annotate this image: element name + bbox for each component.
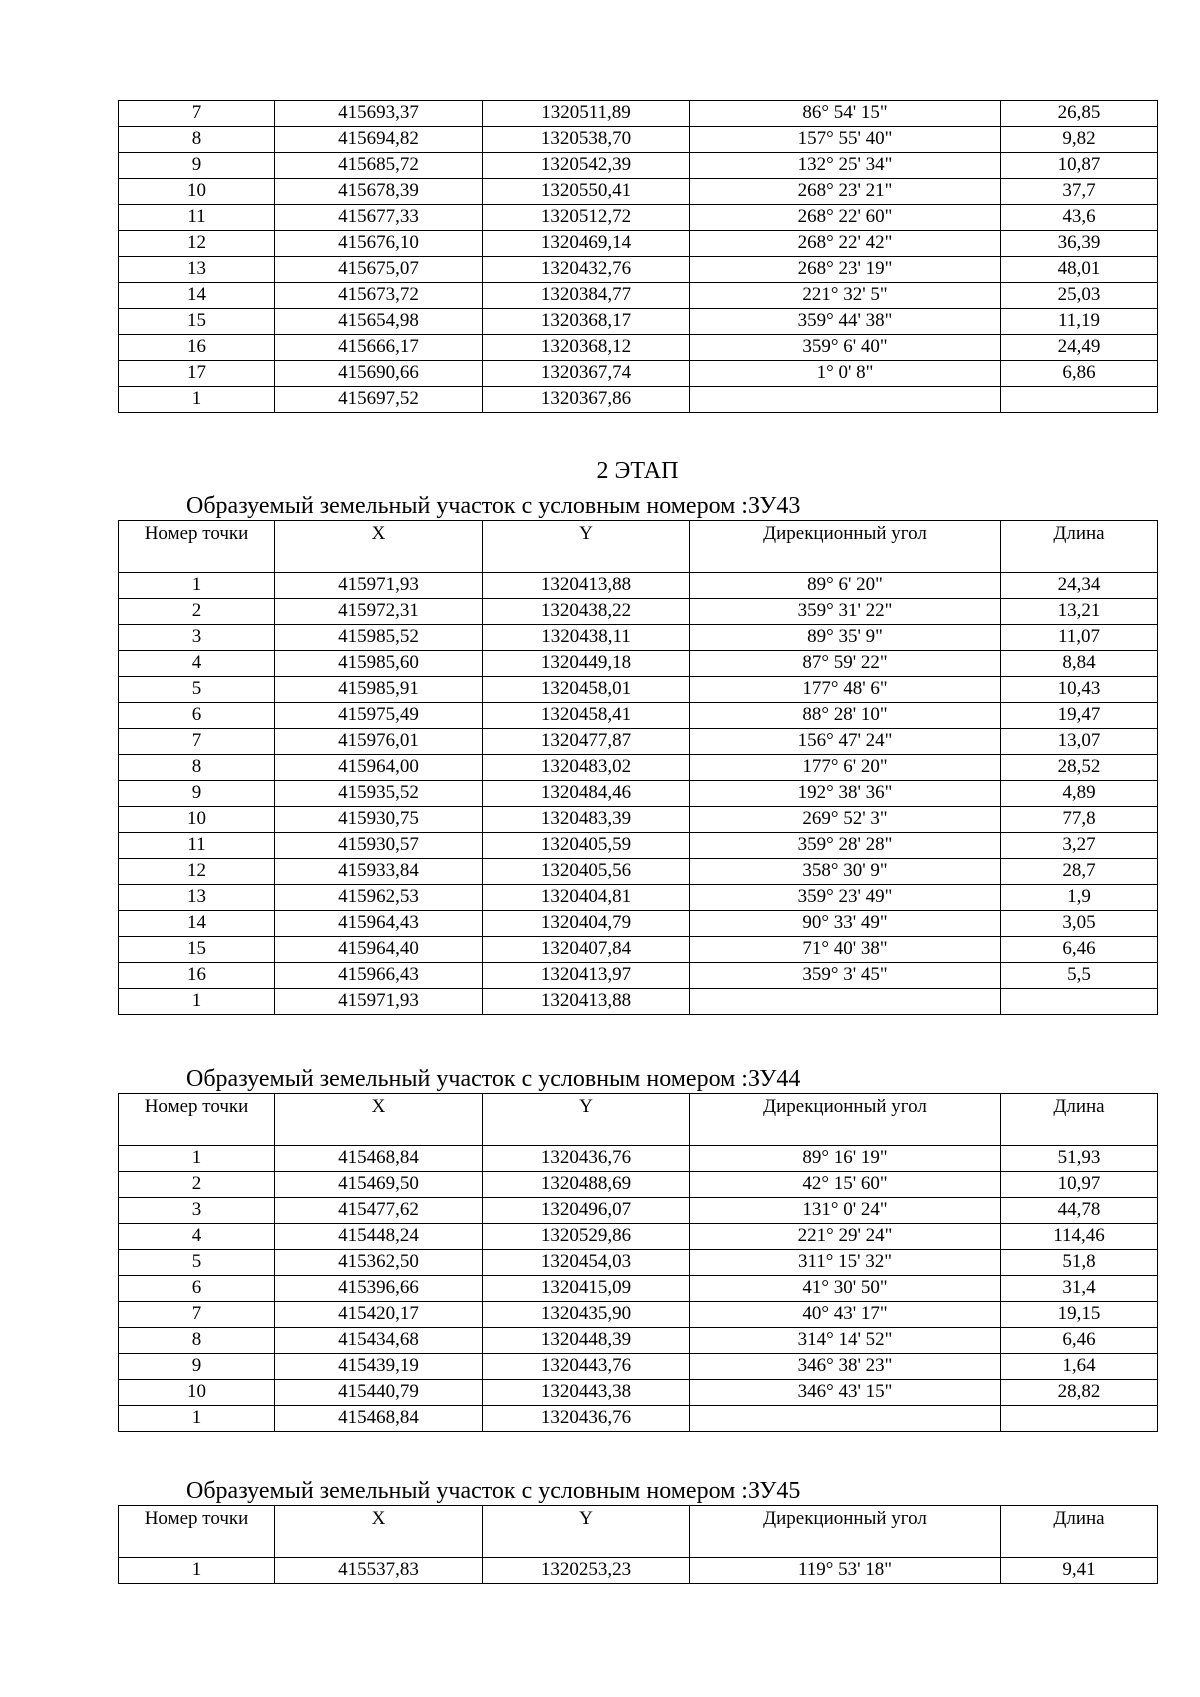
x-coordinate-cell: 415976,01 <box>275 729 483 755</box>
table-row <box>119 677 1158 703</box>
y-coordinate-cell: 1320550,41 <box>483 179 690 205</box>
y-coordinate-cell: 1320413,88 <box>483 573 690 599</box>
table-row <box>119 1172 1158 1198</box>
x-coordinate-cell: 415930,75 <box>275 807 483 833</box>
length-cell: 6,46 <box>1001 1328 1158 1354</box>
x-coordinate-cell: 415971,93 <box>275 989 483 1015</box>
direction-angle-cell: 358° 30' 9" <box>690 859 1001 885</box>
length-cell: 28,52 <box>1001 755 1158 781</box>
header-y: Y <box>483 1506 690 1558</box>
header-y: Y <box>483 521 690 573</box>
table-row <box>119 205 1158 231</box>
header-x: X <box>275 1506 483 1558</box>
x-coordinate-cell: 415933,84 <box>275 859 483 885</box>
x-coordinate-cell: 415697,52 <box>275 387 483 413</box>
header-length: Длина <box>1001 1094 1158 1146</box>
direction-angle-cell: 192° 38' 36" <box>690 781 1001 807</box>
length-cell: 9,82 <box>1001 127 1158 153</box>
length-cell: 11,19 <box>1001 309 1158 335</box>
x-coordinate-cell: 415964,00 <box>275 755 483 781</box>
x-coordinate-cell: 415420,17 <box>275 1302 483 1328</box>
direction-angle-cell: 89° 16' 19" <box>690 1146 1001 1172</box>
direction-angle-cell: 156° 47' 24" <box>690 729 1001 755</box>
x-coordinate-cell: 415975,49 <box>275 703 483 729</box>
length-cell: 24,49 <box>1001 335 1158 361</box>
length-cell: 24,34 <box>1001 573 1158 599</box>
table-row <box>119 283 1158 309</box>
y-coordinate-cell: 1320367,74 <box>483 361 690 387</box>
point-number-cell: 15 <box>119 309 275 335</box>
point-number-cell: 10 <box>119 807 275 833</box>
table-row <box>119 1250 1158 1276</box>
direction-angle-cell <box>690 1406 1001 1432</box>
direction-angle-cell: 221° 29' 24" <box>690 1224 1001 1250</box>
length-cell <box>1001 1406 1158 1432</box>
y-coordinate-cell: 1320483,02 <box>483 755 690 781</box>
x-coordinate-cell: 415930,57 <box>275 833 483 859</box>
point-number-cell: 1 <box>119 573 275 599</box>
y-coordinate-cell: 1320384,77 <box>483 283 690 309</box>
direction-angle-cell: 177° 48' 6" <box>690 677 1001 703</box>
x-coordinate-cell: 415448,24 <box>275 1224 483 1250</box>
point-number-cell: 1 <box>119 1146 275 1172</box>
length-cell: 31,4 <box>1001 1276 1158 1302</box>
point-number-cell: 13 <box>119 885 275 911</box>
direction-angle-cell: 89° 6' 20" <box>690 573 1001 599</box>
direction-angle-cell: 346° 43' 15" <box>690 1380 1001 1406</box>
table-row <box>119 755 1158 781</box>
table-row <box>119 1558 1158 1584</box>
direction-angle-cell: 359° 44' 38" <box>690 309 1001 335</box>
x-coordinate-cell: 415693,37 <box>275 101 483 127</box>
direction-angle-cell: 132° 25' 34" <box>690 153 1001 179</box>
point-number-cell: 9 <box>119 153 275 179</box>
point-number-cell: 9 <box>119 1354 275 1380</box>
direction-angle-cell: 86° 54' 15" <box>690 101 1001 127</box>
y-coordinate-cell: 1320415,09 <box>483 1276 690 1302</box>
point-number-cell: 12 <box>119 231 275 257</box>
direction-angle-cell: 359° 31' 22" <box>690 599 1001 625</box>
y-coordinate-cell: 1320435,90 <box>483 1302 690 1328</box>
y-coordinate-cell: 1320405,59 <box>483 833 690 859</box>
x-coordinate-cell: 415985,52 <box>275 625 483 651</box>
x-coordinate-cell: 415434,68 <box>275 1328 483 1354</box>
table-row <box>119 1354 1158 1380</box>
y-coordinate-cell: 1320438,11 <box>483 625 690 651</box>
header-point-number: Номер точки <box>119 1094 275 1146</box>
length-cell: 26,85 <box>1001 101 1158 127</box>
table-row <box>119 153 1158 179</box>
direction-angle-cell: 41° 30' 50" <box>690 1276 1001 1302</box>
direction-angle-cell: 268° 22' 60" <box>690 205 1001 231</box>
x-coordinate-cell: 415935,52 <box>275 781 483 807</box>
y-coordinate-cell: 1320436,76 <box>483 1406 690 1432</box>
point-number-cell: 11 <box>119 205 275 231</box>
y-coordinate-cell: 1320458,41 <box>483 703 690 729</box>
x-coordinate-cell: 415676,10 <box>275 231 483 257</box>
direction-angle-cell: 87° 59' 22" <box>690 651 1001 677</box>
y-coordinate-cell: 1320512,72 <box>483 205 690 231</box>
table-row <box>119 625 1158 651</box>
x-coordinate-cell: 415654,98 <box>275 309 483 335</box>
header-direction-angle: Дирекционный угол <box>690 521 1001 573</box>
x-coordinate-cell: 415690,66 <box>275 361 483 387</box>
header-length: Длина <box>1001 1506 1158 1558</box>
length-cell: 36,39 <box>1001 231 1158 257</box>
y-coordinate-cell: 1320529,86 <box>483 1224 690 1250</box>
length-cell: 6,46 <box>1001 937 1158 963</box>
y-coordinate-cell: 1320449,18 <box>483 651 690 677</box>
table-row <box>119 1328 1158 1354</box>
direction-angle-cell: 359° 3' 45" <box>690 963 1001 989</box>
direction-angle-cell: 359° 23' 49" <box>690 885 1001 911</box>
coordinates-table-zu43 <box>118 520 1158 1015</box>
header-x: X <box>275 1094 483 1146</box>
length-cell: 1,64 <box>1001 1354 1158 1380</box>
length-cell: 9,41 <box>1001 1558 1158 1584</box>
y-coordinate-cell: 1320454,03 <box>483 1250 690 1276</box>
header-point-number: Номер точки <box>119 1506 275 1558</box>
direction-angle-cell: 40° 43' 17" <box>690 1302 1001 1328</box>
y-coordinate-cell: 1320368,12 <box>483 335 690 361</box>
point-number-cell: 5 <box>119 677 275 703</box>
point-number-cell: 5 <box>119 1250 275 1276</box>
direction-angle-cell: 119° 53' 18" <box>690 1558 1001 1584</box>
length-cell: 114,46 <box>1001 1224 1158 1250</box>
y-coordinate-cell: 1320438,22 <box>483 599 690 625</box>
header-y: Y <box>483 1094 690 1146</box>
header-point-number: Номер точки <box>119 521 275 573</box>
y-coordinate-cell: 1320496,07 <box>483 1198 690 1224</box>
point-number-cell: 1 <box>119 1558 275 1584</box>
length-cell: 10,87 <box>1001 153 1158 179</box>
length-cell: 44,78 <box>1001 1198 1158 1224</box>
y-coordinate-cell: 1320436,76 <box>483 1146 690 1172</box>
direction-angle-cell: 268° 22' 42" <box>690 231 1001 257</box>
direction-angle-cell <box>690 989 1001 1015</box>
x-coordinate-cell: 415468,84 <box>275 1406 483 1432</box>
table-row <box>119 911 1158 937</box>
point-number-cell: 14 <box>119 911 275 937</box>
length-cell: 13,21 <box>1001 599 1158 625</box>
x-coordinate-cell: 415694,82 <box>275 127 483 153</box>
y-coordinate-cell: 1320458,01 <box>483 677 690 703</box>
length-cell: 11,07 <box>1001 625 1158 651</box>
length-cell: 37,7 <box>1001 179 1158 205</box>
coordinates-table-continued <box>118 100 1158 413</box>
x-coordinate-cell: 415537,83 <box>275 1558 483 1584</box>
length-cell: 51,8 <box>1001 1250 1158 1276</box>
point-number-cell: 16 <box>119 963 275 989</box>
x-coordinate-cell: 415985,91 <box>275 677 483 703</box>
x-coordinate-cell: 415675,07 <box>275 257 483 283</box>
y-coordinate-cell: 1320443,38 <box>483 1380 690 1406</box>
table-row <box>119 885 1158 911</box>
table-row <box>119 335 1158 361</box>
y-coordinate-cell: 1320469,14 <box>483 231 690 257</box>
table-row <box>119 231 1158 257</box>
table-row <box>119 989 1158 1015</box>
direction-angle-cell: 1° 0' 8" <box>690 361 1001 387</box>
point-number-cell: 10 <box>119 1380 275 1406</box>
point-number-cell: 7 <box>119 1302 275 1328</box>
x-coordinate-cell: 415477,62 <box>275 1198 483 1224</box>
table-header-row <box>119 1094 1158 1146</box>
direction-angle-cell: 89° 35' 9" <box>690 625 1001 651</box>
point-number-cell: 2 <box>119 1172 275 1198</box>
y-coordinate-cell: 1320488,69 <box>483 1172 690 1198</box>
length-cell: 6,86 <box>1001 361 1158 387</box>
table-row <box>119 1302 1158 1328</box>
x-coordinate-cell: 415666,17 <box>275 335 483 361</box>
table-row <box>119 1198 1158 1224</box>
x-coordinate-cell: 415962,53 <box>275 885 483 911</box>
point-number-cell: 4 <box>119 1224 275 1250</box>
point-number-cell: 4 <box>119 651 275 677</box>
direction-angle-cell: 346° 38' 23" <box>690 1354 1001 1380</box>
y-coordinate-cell: 1320407,84 <box>483 937 690 963</box>
table-row <box>119 703 1158 729</box>
table-row <box>119 781 1158 807</box>
length-cell: 19,15 <box>1001 1302 1158 1328</box>
coordinates-table-zu45 <box>118 1505 1158 1584</box>
point-number-cell: 9 <box>119 781 275 807</box>
length-cell: 19,47 <box>1001 703 1158 729</box>
table-row <box>119 1380 1158 1406</box>
y-coordinate-cell: 1320477,87 <box>483 729 690 755</box>
table-row <box>119 257 1158 283</box>
length-cell: 4,89 <box>1001 781 1158 807</box>
y-coordinate-cell: 1320404,79 <box>483 911 690 937</box>
x-coordinate-cell: 415440,79 <box>275 1380 483 1406</box>
y-coordinate-cell: 1320443,76 <box>483 1354 690 1380</box>
table-row <box>119 179 1158 205</box>
length-cell: 51,93 <box>1001 1146 1158 1172</box>
y-coordinate-cell: 1320432,76 <box>483 257 690 283</box>
coordinates-table-zu44 <box>118 1093 1158 1432</box>
length-cell: 13,07 <box>1001 729 1158 755</box>
length-cell: 28,7 <box>1001 859 1158 885</box>
x-coordinate-cell: 415966,43 <box>275 963 483 989</box>
point-number-cell: 1 <box>119 989 275 1015</box>
parcel-title-zu43: Образуемый земельный участок с условным номером :ЗУ43 <box>186 493 801 519</box>
x-coordinate-cell: 415468,84 <box>275 1146 483 1172</box>
point-number-cell: 17 <box>119 361 275 387</box>
header-x: X <box>275 521 483 573</box>
point-number-cell: 6 <box>119 1276 275 1302</box>
length-cell: 10,97 <box>1001 1172 1158 1198</box>
table-row <box>119 309 1158 335</box>
point-number-cell: 1 <box>119 1406 275 1432</box>
length-cell: 3,27 <box>1001 833 1158 859</box>
x-coordinate-cell: 415439,19 <box>275 1354 483 1380</box>
parcel-title-zu45: Образуемый земельный участок с условным номером :ЗУ45 <box>186 1478 801 1504</box>
point-number-cell: 6 <box>119 703 275 729</box>
table-row <box>119 599 1158 625</box>
direction-angle-cell: 314° 14' 52" <box>690 1328 1001 1354</box>
direction-angle-cell: 359° 6' 40" <box>690 335 1001 361</box>
table-row <box>119 1406 1158 1432</box>
point-number-cell: 3 <box>119 625 275 651</box>
y-coordinate-cell: 1320405,56 <box>483 859 690 885</box>
x-coordinate-cell: 415972,31 <box>275 599 483 625</box>
point-number-cell: 3 <box>119 1198 275 1224</box>
table-row <box>119 127 1158 153</box>
length-cell <box>1001 387 1158 413</box>
y-coordinate-cell: 1320483,39 <box>483 807 690 833</box>
stage-title: 2 ЭТАП <box>596 458 679 484</box>
y-coordinate-cell: 1320367,86 <box>483 387 690 413</box>
direction-angle-cell: 311° 15' 32" <box>690 1250 1001 1276</box>
table-row <box>119 807 1158 833</box>
direction-angle-cell: 268° 23' 21" <box>690 179 1001 205</box>
direction-angle-cell: 88° 28' 10" <box>690 703 1001 729</box>
point-number-cell: 7 <box>119 101 275 127</box>
table-row <box>119 651 1158 677</box>
length-cell: 3,05 <box>1001 911 1158 937</box>
x-coordinate-cell: 415677,33 <box>275 205 483 231</box>
table-row <box>119 937 1158 963</box>
table-row <box>119 387 1158 413</box>
table-row <box>119 361 1158 387</box>
x-coordinate-cell: 415685,72 <box>275 153 483 179</box>
y-coordinate-cell: 1320538,70 <box>483 127 690 153</box>
length-cell: 1,9 <box>1001 885 1158 911</box>
direction-angle-cell: 131° 0' 24" <box>690 1198 1001 1224</box>
y-coordinate-cell: 1320413,88 <box>483 989 690 1015</box>
point-number-cell: 8 <box>119 127 275 153</box>
x-coordinate-cell: 415673,72 <box>275 283 483 309</box>
table-row <box>119 1146 1158 1172</box>
point-number-cell: 14 <box>119 283 275 309</box>
y-coordinate-cell: 1320448,39 <box>483 1328 690 1354</box>
x-coordinate-cell: 415985,60 <box>275 651 483 677</box>
length-cell: 77,8 <box>1001 807 1158 833</box>
point-number-cell: 10 <box>119 179 275 205</box>
point-number-cell: 11 <box>119 833 275 859</box>
point-number-cell: 8 <box>119 755 275 781</box>
x-coordinate-cell: 415362,50 <box>275 1250 483 1276</box>
direction-angle-cell: 359° 28' 28" <box>690 833 1001 859</box>
x-coordinate-cell: 415964,43 <box>275 911 483 937</box>
point-number-cell: 8 <box>119 1328 275 1354</box>
y-coordinate-cell: 1320542,39 <box>483 153 690 179</box>
direction-angle-cell: 269° 52' 3" <box>690 807 1001 833</box>
table-row <box>119 963 1158 989</box>
direction-angle-cell: 268° 23' 19" <box>690 257 1001 283</box>
direction-angle-cell: 221° 32' 5" <box>690 283 1001 309</box>
table-row <box>119 573 1158 599</box>
y-coordinate-cell: 1320413,97 <box>483 963 690 989</box>
direction-angle-cell: 42° 15' 60" <box>690 1172 1001 1198</box>
table-row <box>119 729 1158 755</box>
y-coordinate-cell: 1320404,81 <box>483 885 690 911</box>
point-number-cell: 1 <box>119 387 275 413</box>
direction-angle-cell <box>690 387 1001 413</box>
point-number-cell: 12 <box>119 859 275 885</box>
point-number-cell: 7 <box>119 729 275 755</box>
table-row <box>119 1224 1158 1250</box>
parcel-title-zu44: Образуемый земельный участок с условным номером :ЗУ44 <box>186 1066 801 1092</box>
header-direction-angle: Дирекционный угол <box>690 1094 1001 1146</box>
x-coordinate-cell: 415396,66 <box>275 1276 483 1302</box>
direction-angle-cell: 177° 6' 20" <box>690 755 1001 781</box>
x-coordinate-cell: 415971,93 <box>275 573 483 599</box>
table-row <box>119 101 1158 127</box>
header-length: Длина <box>1001 521 1158 573</box>
table-header-row <box>119 1506 1158 1558</box>
length-cell: 5,5 <box>1001 963 1158 989</box>
point-number-cell: 16 <box>119 335 275 361</box>
length-cell: 48,01 <box>1001 257 1158 283</box>
y-coordinate-cell: 1320253,23 <box>483 1558 690 1584</box>
table-row <box>119 1276 1158 1302</box>
x-coordinate-cell: 415469,50 <box>275 1172 483 1198</box>
x-coordinate-cell: 415964,40 <box>275 937 483 963</box>
point-number-cell: 2 <box>119 599 275 625</box>
table-row <box>119 859 1158 885</box>
y-coordinate-cell: 1320368,17 <box>483 309 690 335</box>
point-number-cell: 15 <box>119 937 275 963</box>
y-coordinate-cell: 1320484,46 <box>483 781 690 807</box>
length-cell: 28,82 <box>1001 1380 1158 1406</box>
direction-angle-cell: 90° 33' 49" <box>690 911 1001 937</box>
length-cell: 43,6 <box>1001 205 1158 231</box>
length-cell <box>1001 989 1158 1015</box>
length-cell: 25,03 <box>1001 283 1158 309</box>
x-coordinate-cell: 415678,39 <box>275 179 483 205</box>
header-direction-angle: Дирекционный угол <box>690 1506 1001 1558</box>
length-cell: 8,84 <box>1001 651 1158 677</box>
point-number-cell: 13 <box>119 257 275 283</box>
length-cell: 10,43 <box>1001 677 1158 703</box>
table-row <box>119 833 1158 859</box>
table-header-row <box>119 521 1158 573</box>
y-coordinate-cell: 1320511,89 <box>483 101 690 127</box>
direction-angle-cell: 157° 55' 40" <box>690 127 1001 153</box>
direction-angle-cell: 71° 40' 38" <box>690 937 1001 963</box>
